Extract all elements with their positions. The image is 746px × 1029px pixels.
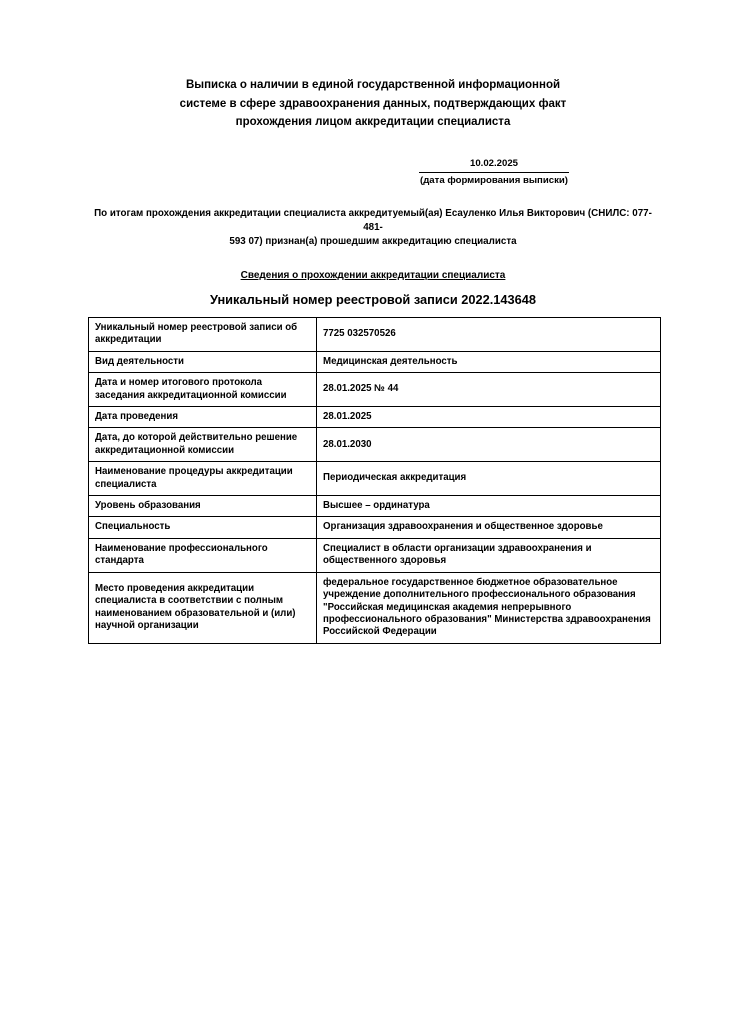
section-header: Сведения о прохождении аккредитации специалиста	[240, 270, 506, 281]
intro-line: 593 07) признан(а) прошедшим аккредитацию специалиста	[229, 236, 517, 247]
document-title-line: Выписка о наличии в единой государственной информационной	[185, 79, 561, 91]
table-row	[89, 407, 661, 428]
table-row	[89, 572, 661, 643]
row-label: Место проведения аккредитации специалиста в соответствии с полным наименованием образовательной и (или) научной организации	[89, 572, 317, 643]
table-row	[89, 538, 661, 572]
row-label: Дата проведения	[89, 407, 317, 428]
row-value: 28.01.2025 № 44	[317, 373, 661, 407]
registry-number-heading: Уникальный номер реестровой записи 2022.143648	[209, 292, 536, 307]
issue-date-caption: (дата формирования выписки)	[420, 175, 568, 186]
accreditation-table-body	[89, 318, 661, 644]
row-value: федеральное государственное бюджетное образовательное учреждение дополнительного профессионального образования "Российская медицинская академия непрерывного профессионального образования" Министерства здравоохранения Российской Федерации	[317, 572, 661, 643]
table-row	[89, 351, 661, 372]
table-row	[89, 517, 661, 538]
table-row	[89, 373, 661, 407]
row-value: Специалист в области организации здравоохранения и общественного здоровья	[317, 538, 661, 572]
row-value: Организация здравоохранения и общественное здоровье	[317, 517, 661, 538]
intro-line: По итогам прохождения аккредитации специалиста аккредитуемый(ая) Есауленко Илья Викторович (СНИЛС: 077-481-	[94, 208, 652, 233]
row-label: Уровень образования	[89, 496, 317, 517]
document-title	[158, 76, 588, 132]
row-label: Наименование профессионального стандарта	[89, 538, 317, 572]
row-value: Периодическая аккредитация	[317, 462, 661, 496]
row-label: Специальность	[89, 517, 317, 538]
table-row	[89, 318, 661, 352]
table-row	[89, 428, 661, 462]
row-value: 28.01.2025	[317, 407, 661, 428]
row-value: Высшее – ординатура	[317, 496, 661, 517]
row-label: Уникальный номер реестровой записи об аккредитации	[89, 318, 317, 352]
row-value: 28.01.2030	[317, 428, 661, 462]
row-label: Дата, до которой действительно решение аккредитационной комиссии	[89, 428, 317, 462]
document-title-line: прохождения лицом аккредитации специалиста	[235, 116, 511, 128]
issue-date-value: 10.02.2025	[419, 158, 569, 173]
accreditation-table	[88, 317, 661, 644]
row-label: Наименование процедуры аккредитации специалиста	[89, 462, 317, 496]
intro-paragraph	[88, 207, 658, 249]
document-title-line: системе в сфере здравоохранения данных, подтверждающих факт	[179, 97, 567, 110]
table-row	[89, 462, 661, 496]
row-value: Медицинская деятельность	[317, 351, 661, 372]
issue-date-block	[419, 158, 569, 187]
table-row	[89, 496, 661, 517]
row-label: Вид деятельности	[89, 351, 317, 372]
row-label: Дата и номер итогового протокола заседания аккредитационной комиссии	[89, 373, 317, 407]
row-value: 7725 032570526	[317, 318, 661, 352]
